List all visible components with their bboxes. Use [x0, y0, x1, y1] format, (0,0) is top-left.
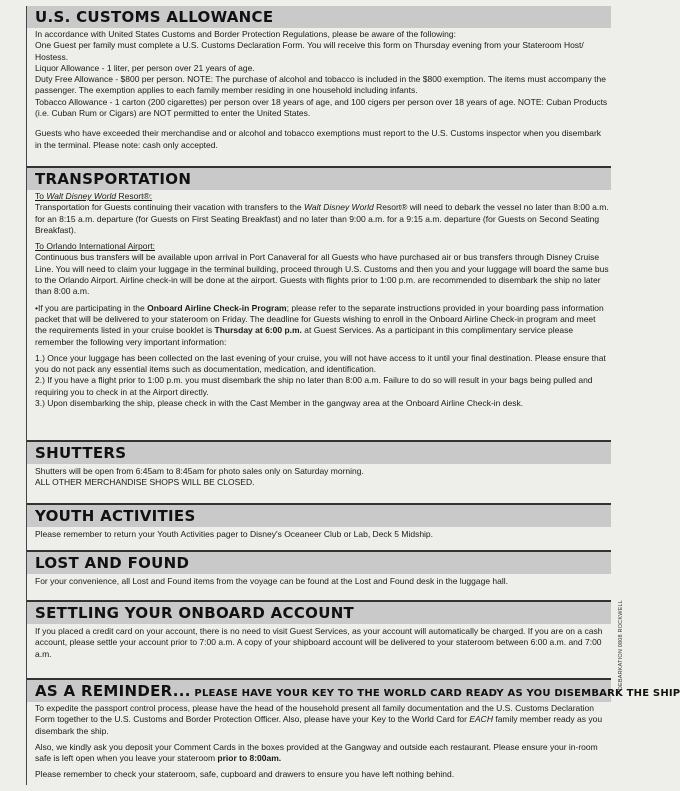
lost-found-title: LOST AND FOUND — [35, 554, 190, 572]
reminder-passport: To expedite the passport control process, please have the head of the household present all family documentation and the U.S. Customs Declaration Form together to the U.S. Customs and Border Protection Officer. Also, please have your Key to the World Card for EACH family member ready as you disembark the ship. — [35, 703, 603, 736]
checkin-program: •If you are participating in the Onboard Airline Check-in Program; please refer to the separate instructions provided in your boarding pass information packet that will be delivered to your stateroom on Friday. The deadline for Guests wishing to enroll in the Onboard Airline Check-in program and meet the requirements listed in your cruise booklet is Thursday at 6:00 p.m. at Guest Services. As a participant in this complimentary service please remember the following very important information: — [35, 302, 604, 347]
shutters-shops-closed: ALL OTHER MERCHANDISE SHOPS WILL BE CLOSED. — [35, 477, 255, 488]
account-title: SETTLING YOUR ONBOARD ACCOUNT — [35, 604, 355, 622]
transportation-body — [35, 191, 609, 409]
customs-tobacco: Tobacco Allowance - 1 carton (200 cigarettes) per person over 18 years of age, and 100 cigers per person over 18 years of age. NOTE: Cuban Products (i.e. Cuban Rum or Cigars) are NOT permitted to enter the United States. — [35, 96, 608, 119]
youth-text: Please remember to return your Youth Activities pager to Disney's Oceaneer Club or Lab, Deck 5 Midship. — [35, 529, 434, 539]
account-header — [27, 602, 611, 624]
airport-text: Continuous bus transfers will be available upon arrival in Port Canaveral for all Guests who have purchased air or bus transfers through Disney Cruise Line. You will need to claim your luggage in the terminal building, proceed through U.S. Customs and then you and your luggage will board the same bus to the Orlando Airport. Airline check-in will be done at the airport. Guests with flights prior to 1:00 p.m. are recommended to disembark the ship no later than 8:00 a.m. — [35, 252, 609, 297]
shutters-title: SHUTTERS — [35, 444, 127, 462]
checkin-item-2: 2.) If you have a flight prior to 1:00 p.m. you must disembark the ship no later than 8:00 a.m. Failure to do so will result in your bags being pulled and requiring you to check in at the Airport directly. — [35, 375, 593, 397]
youth-body — [35, 529, 609, 540]
checkin-item-3: 3.) Upon disembarking the ship, please check in with the Cast Member in the gangway area at the Onboard Airline Check-in desk. — [35, 398, 524, 409]
account-body — [35, 626, 609, 660]
wdw-label: To Walt Disney World Resort®: — [35, 191, 153, 201]
customs-section — [27, 6, 611, 164]
checkin-item-1: 1.) Once your luggage has been collected on the last evening of your cruise, you will not have access to it until your final destination. Please ensure that you do not pack any essential items such as documentation, medication, and identification. — [35, 352, 606, 375]
youth-header — [27, 505, 611, 527]
customs-body — [35, 29, 609, 151]
account-section — [27, 600, 611, 678]
customs-duty-free: Duty Free Allowance - $800 per person. NOTE: The purchase of alcohol and tobacco is included in the $800 exemption. The items must accompany the passenger. The exemption applies to each family member residing in one household including infants. — [35, 74, 606, 96]
customs-exceeded: Guests who have exceeded their merchandise and or alcohol and tobacco exemptions must report to the U.S. Customs inspector when you disembark in the terminal. Please note: cash only accepted. — [35, 128, 602, 150]
customs-header — [27, 6, 611, 28]
shutters-hours: Shutters will be open from 6:45am to 8:45am for photo sales only on Saturday morning. — [35, 466, 364, 476]
lost-found-body — [35, 576, 609, 587]
customs-intro: In accordance with United States Customs and Border Protection Regulations, please be aware of the following: — [35, 29, 456, 39]
reminder-check-room: Please remember to check your stateroom, safe, cupboard and drawers to ensure you have left nothing behind. — [35, 769, 455, 780]
reminder-title: AS A REMINDER... PLEASE HAVE YOUR KEY TO THE WORLD CARD READY AS YOU DISEMBARK THE SHIP — [35, 682, 680, 700]
shutters-section — [27, 440, 611, 498]
lost-found-header — [27, 552, 611, 574]
lost-found-section — [27, 550, 611, 599]
reminder-comment-cards: Also, we kindly ask you deposit your Comment Cards in the boxes provided at the Gangway and outside each restaurant. Please ensure your in-room safe is left open when you leave your stateroom prior to 8:00am. — [35, 741, 598, 764]
reminder-header — [27, 680, 680, 702]
transportation-title: TRANSPORTATION — [35, 170, 192, 188]
reminder-body — [35, 703, 609, 781]
account-text: If you placed a credit card on your account, there is no need to visit Guest Services, as your account will automatically be charged. If you are on a cash account, please settle your account prior to 7:00 a.m. A copy of your shipboard account will be delivered to your stateroom between 6:00 a.m. and 7:00 a.m. — [35, 626, 603, 659]
shutters-header — [27, 442, 611, 464]
youth-title: YOUTH ACTIVITIES — [35, 507, 196, 525]
lost-found-text: For your convenience, all Lost and Found items from the voyage can be found at the Lost and Found desk in the luggage hall. — [35, 576, 508, 586]
shutters-body — [35, 466, 609, 489]
customs-title: U.S. CUSTOMS ALLOWANCE — [35, 8, 274, 26]
reminder-section — [27, 678, 680, 787]
side-print-code: DEBARKATION 0808 ROCKWELL — [618, 600, 624, 691]
wdw-text: Transportation for Guests continuing their vacation with transfers to the Walt Disney World Resort® will need to debark the vessel no later than 8:00 a.m. for an 8:15 a.m. departure (for Guests on First Seating Breakfast) and no later than 9:00 a.m. for a 9:15 a.m. departure (for Guests on Second Seating Breakfast). — [35, 202, 609, 235]
transportation-header — [27, 168, 611, 190]
transportation-section — [27, 166, 611, 440]
youth-section — [27, 503, 611, 549]
airport-label: To Orlando International Airport: — [35, 241, 156, 252]
customs-liquor: Liquor Allowance - 1 liter, per person over 21 years of age. — [35, 62, 255, 73]
customs-form-note: One Guest per family must complete a U.S. Customs Declaration Form. You will receive this form on Thursday evening from your Stateroom Host/ Hostess. — [35, 40, 584, 62]
